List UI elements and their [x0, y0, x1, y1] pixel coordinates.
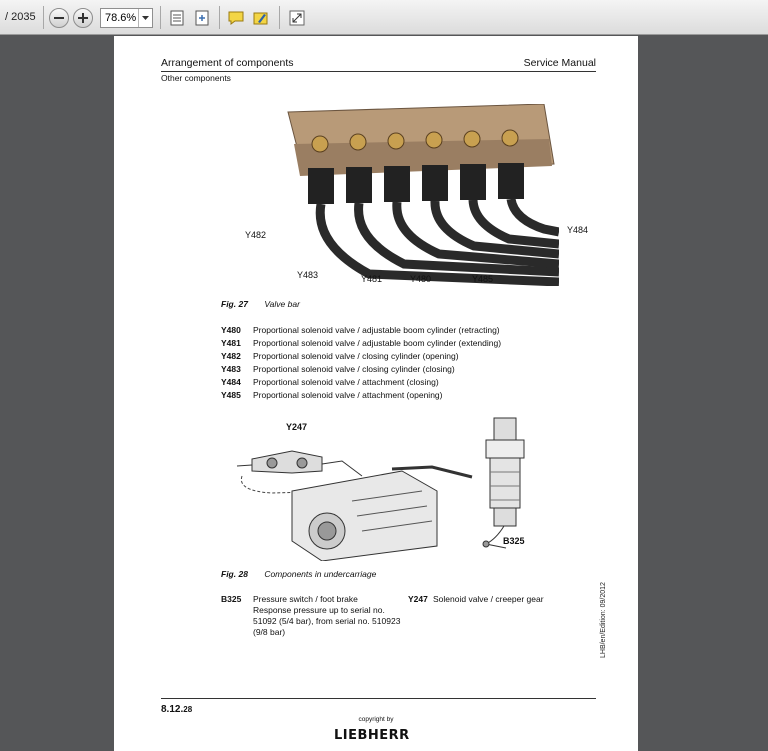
comment-button[interactable] — [226, 8, 246, 28]
full-screen-button[interactable] — [287, 8, 307, 28]
label-y485: Y485 — [472, 274, 494, 284]
valve-bar-photo — [274, 104, 559, 286]
page-number: 8.12.28 — [161, 704, 193, 715]
legend-row: Y481 Proportional solenoid valve / adjustable boom cylinder (extending) — [221, 338, 502, 348]
y247-entry — [408, 594, 544, 604]
document-page — [114, 36, 638, 751]
zoom-in-button[interactable] — [73, 8, 93, 28]
highlight-button[interactable] — [251, 8, 271, 28]
label-y481: Y481 — [361, 274, 383, 284]
legend-row: Y484 Proportional solenoid valve / attachment (closing) — [221, 377, 439, 387]
b325-line: Response pressure up to serial no. — [253, 605, 385, 615]
y247-code: Y247 — [408, 594, 428, 604]
legend-row: Y485 Proportional solenoid valve / attachment (opening) — [221, 390, 443, 400]
fit-width-icon — [169, 10, 185, 26]
b325-line: 51092 (5/4 bar), from serial no. 510923 — [253, 616, 401, 626]
zoom-value: 78.6% — [105, 12, 137, 24]
fit-page-icon — [194, 10, 210, 26]
chevron-down-icon — [138, 9, 152, 27]
expand-icon — [289, 10, 305, 26]
fig28-caption — [221, 569, 376, 579]
zoom-out-button[interactable] — [49, 8, 69, 28]
fit-width-button[interactable] — [167, 8, 187, 28]
legend-row: Y482 Proportional solenoid valve / closing cylinder (opening) — [221, 351, 459, 361]
header-title: Arrangement of components — [161, 57, 294, 69]
highlight-icon — [252, 10, 270, 26]
label-y484: Y484 — [567, 225, 589, 235]
toolbar-separator — [279, 6, 280, 29]
header-subtitle: Other components — [161, 73, 231, 83]
page-total: / 2035 — [5, 11, 36, 23]
zoom-select[interactable] — [100, 8, 153, 28]
label-y480: Y480 — [410, 274, 432, 284]
fig27-number: Fig. 27 — [221, 299, 248, 309]
fig27-caption — [221, 299, 300, 309]
toolbar-separator — [43, 6, 44, 29]
pdf-toolbar — [0, 0, 768, 35]
plus-icon — [78, 13, 88, 23]
fig28-number: Fig. 28 — [221, 569, 248, 579]
toolbar-separator — [160, 6, 161, 29]
b325-line: (9/8 bar) — [253, 627, 286, 637]
label-y247: Y247 — [286, 422, 308, 432]
label-y483: Y483 — [297, 270, 319, 280]
copyright-text: copyright by — [358, 716, 394, 723]
y247-text: Solenoid valve / creeper gear — [433, 594, 544, 604]
toolbar-separator — [219, 6, 220, 29]
minus-icon — [54, 17, 64, 19]
legend-row: Y480 Proportional solenoid valve / adjustable boom cylinder (retracting) — [221, 325, 500, 335]
fig28-title: Components in undercarriage — [264, 569, 377, 579]
b325-line: Pressure switch / foot brake — [253, 594, 358, 604]
comment-icon — [227, 10, 245, 26]
fit-page-button[interactable] — [192, 8, 212, 28]
legend-row: Y483 Proportional solenoid valve / closing cylinder (closing) — [221, 364, 455, 374]
footer-divider — [161, 698, 596, 699]
brake-switch-drawing — [476, 414, 536, 554]
label-b325: B325 — [503, 536, 525, 546]
fig27-title: Valve bar — [264, 299, 300, 309]
header-manual: Service Manual — [523, 57, 596, 69]
b325-code: B325 — [221, 594, 242, 604]
edition-note: LHB/en/Edition: 09/2012 — [600, 582, 607, 658]
header-divider — [161, 71, 596, 72]
liebherr-logo: LIEBHERR — [334, 728, 410, 743]
label-y482: Y482 — [245, 230, 267, 240]
